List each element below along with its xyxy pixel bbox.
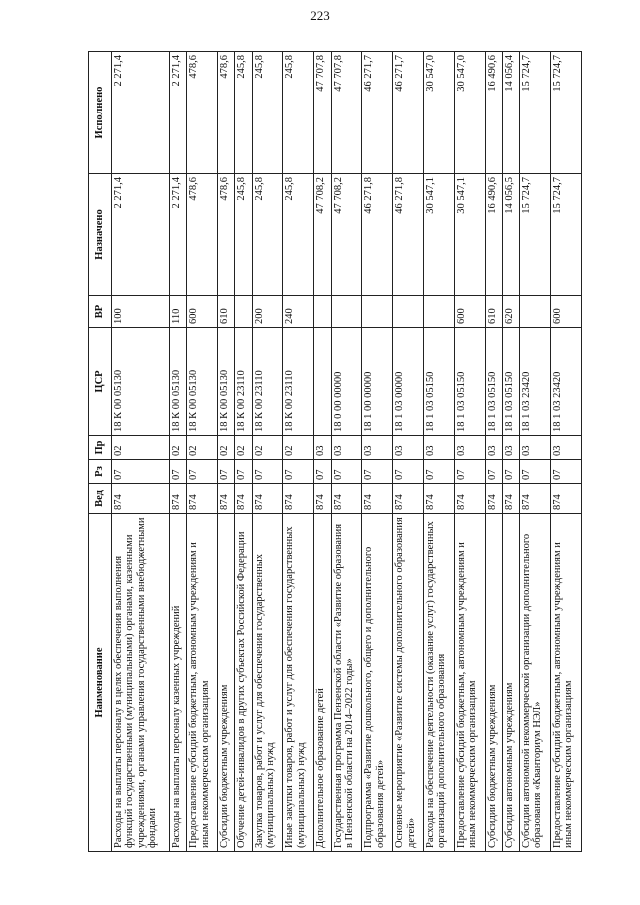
- cell-name: Расходы на обеспечение деятельности (оказание услуг) государственных организаций дополнительного образования: [424, 514, 455, 852]
- cell-ved: 874: [454, 484, 485, 514]
- cell-ved: 874: [551, 484, 582, 514]
- cell-csr: 18 1 03 05150: [424, 328, 455, 436]
- cell-csr: 18 К 00 05130: [112, 328, 170, 436]
- cell-name: Расходы на выплаты персоналу казенных учреждений: [170, 514, 187, 852]
- cell-vr: [393, 296, 424, 328]
- cell-name: Субсидии автономной некоммерческой организации дополнительного образования «Кванториум НЭЛ»: [520, 514, 551, 852]
- cell-naznacheno: 245,8: [283, 174, 314, 296]
- cell-pr: 02: [170, 436, 187, 460]
- cell-rz: 07: [485, 460, 502, 484]
- cell-name: Основное мероприятие «Развитие системы дополнительного образования детей»: [393, 514, 424, 852]
- cell-name: Предоставление субсидий бюджетным, автономным учреждениям и иным некоммерческим организациям: [187, 514, 218, 852]
- cell-pr: 02: [112, 436, 170, 460]
- cell-naznacheno: 47 708,2: [314, 174, 331, 296]
- header-csr: ЦСР: [89, 328, 112, 436]
- rotated-table-container: [88, 52, 582, 852]
- header-name: Наименование: [89, 514, 112, 852]
- cell-vr: [362, 296, 393, 328]
- cell-pr: 02: [187, 436, 218, 460]
- cell-vr: 600: [454, 296, 485, 328]
- cell-vr: 600: [551, 296, 582, 328]
- table-row: [362, 52, 393, 852]
- table-row: [252, 52, 283, 852]
- cell-ved: 874: [283, 484, 314, 514]
- cell-name: Обучение детей-инвалидов в других субъектах Российской Федерации: [235, 514, 252, 852]
- cell-naznacheno: 14 056,5: [502, 174, 519, 296]
- cell-ved: 874: [520, 484, 551, 514]
- cell-pr: 03: [314, 436, 331, 460]
- cell-naznacheno: 30 547,1: [424, 174, 455, 296]
- cell-naznacheno: 2 271,4: [112, 174, 170, 296]
- cell-ispolneno: 245,8: [235, 52, 252, 174]
- cell-rz: 07: [502, 460, 519, 484]
- cell-ved: 874: [112, 484, 170, 514]
- table-row: [485, 52, 502, 852]
- cell-naznacheno: 245,8: [235, 174, 252, 296]
- cell-name: Иные закупки товаров, работ и услуг для обеспечения государственных (муниципальных) нужд: [283, 514, 314, 852]
- cell-name: Расходы на выплаты персоналу в целях обеспечения выполнения функций государственными (муниципальными) органами, казенными учреждениями, органами управления государственными внебюджетными фондами: [112, 514, 170, 852]
- cell-vr: 100: [112, 296, 170, 328]
- cell-naznacheno: 15 724,7: [551, 174, 582, 296]
- table-row: [283, 52, 314, 852]
- cell-rz: 07: [454, 460, 485, 484]
- cell-csr: 18 К 00 23110: [283, 328, 314, 436]
- cell-vr: [314, 296, 331, 328]
- cell-csr: 18 К 00 05130: [187, 328, 218, 436]
- cell-name: Закупка товаров, работ и услуг для обеспечения государственных (муниципальных) нужд: [252, 514, 283, 852]
- cell-naznacheno: 15 724,7: [520, 174, 551, 296]
- cell-pr: 03: [362, 436, 393, 460]
- cell-pr: 02: [252, 436, 283, 460]
- cell-naznacheno: 46 271,8: [393, 174, 424, 296]
- header-ved: Вед: [89, 484, 112, 514]
- cell-csr: 18 К 00 05130: [218, 328, 235, 436]
- cell-vr: 610: [218, 296, 235, 328]
- cell-csr: 18 К 00 05130: [170, 328, 187, 436]
- cell-ved: 874: [187, 484, 218, 514]
- table-row: [393, 52, 424, 852]
- budget-table: [88, 51, 582, 852]
- cell-csr: 18 0 00 00000: [331, 328, 362, 436]
- cell-rz: 07: [235, 460, 252, 484]
- cell-ispolneno: 30 547,0: [424, 52, 455, 174]
- table-body: [112, 52, 582, 852]
- table-row: [520, 52, 551, 852]
- cell-pr: 02: [235, 436, 252, 460]
- header-ispolneno: Исполнено: [89, 52, 112, 174]
- cell-naznacheno: 478,6: [187, 174, 218, 296]
- rotated-page-content: [88, 52, 582, 852]
- cell-rz: 07: [520, 460, 551, 484]
- page-number: 223: [310, 8, 330, 23]
- cell-ispolneno: 46 271,7: [362, 52, 393, 174]
- cell-ispolneno: 2 271,4: [170, 52, 187, 174]
- header-row: [89, 52, 112, 852]
- table-row: [551, 52, 582, 852]
- cell-ved: 874: [502, 484, 519, 514]
- cell-csr: 18 1 03 05150: [502, 328, 519, 436]
- cell-name: Дополнительное образование детей: [314, 514, 331, 852]
- cell-ved: 874: [252, 484, 283, 514]
- cell-rz: 07: [170, 460, 187, 484]
- cell-naznacheno: 478,6: [218, 174, 235, 296]
- cell-name: Подпрограмма «Развитие дошкольного, общего и дополнительного образования детей»: [362, 514, 393, 852]
- cell-rz: 07: [393, 460, 424, 484]
- cell-ispolneno: 14 056,4: [502, 52, 519, 174]
- cell-naznacheno: 245,8: [252, 174, 283, 296]
- cell-csr: 18 1 03 23420: [520, 328, 551, 436]
- cell-csr: 18 1 03 05150: [454, 328, 485, 436]
- cell-ispolneno: 16 490,6: [485, 52, 502, 174]
- header-vr: ВР: [89, 296, 112, 328]
- cell-rz: 07: [252, 460, 283, 484]
- table-row: [218, 52, 235, 852]
- cell-rz: 07: [362, 460, 393, 484]
- cell-ved: 874: [235, 484, 252, 514]
- cell-pr: 02: [283, 436, 314, 460]
- cell-vr: 110: [170, 296, 187, 328]
- cell-name: Предоставление субсидий бюджетным, автономным учреждениям и иным некоммерческим организациям: [454, 514, 485, 852]
- table-row: [454, 52, 485, 852]
- cell-csr: 18 1 03 05150: [485, 328, 502, 436]
- header-pr: Пр: [89, 436, 112, 460]
- cell-csr: [314, 328, 331, 436]
- cell-pr: 03: [551, 436, 582, 460]
- cell-ved: 874: [218, 484, 235, 514]
- cell-vr: 620: [502, 296, 519, 328]
- cell-ved: 874: [362, 484, 393, 514]
- cell-rz: 07: [331, 460, 362, 484]
- table-row: [235, 52, 252, 852]
- table-row: [314, 52, 331, 852]
- table-row: [170, 52, 187, 852]
- cell-csr: 18 1 03 00000: [393, 328, 424, 436]
- table-row: [424, 52, 455, 852]
- cell-rz: 07: [283, 460, 314, 484]
- cell-csr: 18 К 00 23110: [235, 328, 252, 436]
- cell-vr: 600: [187, 296, 218, 328]
- cell-naznacheno: 30 547,1: [454, 174, 485, 296]
- cell-ispolneno: 15 724,7: [551, 52, 582, 174]
- cell-pr: 02: [218, 436, 235, 460]
- cell-vr: [331, 296, 362, 328]
- cell-vr: [520, 296, 551, 328]
- table-row: [502, 52, 519, 852]
- cell-ispolneno: 30 547,0: [454, 52, 485, 174]
- cell-rz: 07: [424, 460, 455, 484]
- cell-ispolneno: 15 724,7: [520, 52, 551, 174]
- cell-vr: [424, 296, 455, 328]
- cell-pr: 03: [331, 436, 362, 460]
- table-row: [331, 52, 362, 852]
- cell-vr: [235, 296, 252, 328]
- cell-rz: 07: [112, 460, 170, 484]
- cell-ispolneno: 478,6: [187, 52, 218, 174]
- cell-ved: 874: [393, 484, 424, 514]
- table-header: [89, 52, 112, 852]
- cell-rz: 07: [218, 460, 235, 484]
- cell-ved: 874: [170, 484, 187, 514]
- cell-naznacheno: 2 271,4: [170, 174, 187, 296]
- cell-vr: 240: [283, 296, 314, 328]
- cell-vr: 200: [252, 296, 283, 328]
- header-rz: Рз: [89, 460, 112, 484]
- cell-naznacheno: 16 490,6: [485, 174, 502, 296]
- cell-ispolneno: 245,8: [283, 52, 314, 174]
- cell-name: Государственная программа Пензенской области «Развитие образования в Пензенской области на 2014–2022 годы»: [331, 514, 362, 852]
- cell-rz: 07: [551, 460, 582, 484]
- cell-ispolneno: 478,6: [218, 52, 235, 174]
- cell-name: Субсидии автономным учреждениям: [502, 514, 519, 852]
- cell-csr: 18 1 03 23420: [551, 328, 582, 436]
- cell-ved: 874: [424, 484, 455, 514]
- cell-ispolneno: 47 707,8: [331, 52, 362, 174]
- cell-pr: 03: [424, 436, 455, 460]
- cell-csr: 18 К 00 23110: [252, 328, 283, 436]
- cell-rz: 07: [187, 460, 218, 484]
- table-row: [112, 52, 170, 852]
- cell-pr: 03: [502, 436, 519, 460]
- header-naznacheno: Назначено: [89, 174, 112, 296]
- cell-ved: 874: [485, 484, 502, 514]
- cell-ispolneno: 2 271,4: [112, 52, 170, 174]
- cell-name: Предоставление субсидий бюджетным, автономным учреждениям и иным некоммерческим организациям: [551, 514, 582, 852]
- cell-pr: 03: [485, 436, 502, 460]
- cell-ispolneno: 245,8: [252, 52, 283, 174]
- cell-rz: 07: [314, 460, 331, 484]
- cell-name: Субсидии бюджетным учреждениям: [485, 514, 502, 852]
- cell-naznacheno: 46 271,8: [362, 174, 393, 296]
- cell-pr: 03: [520, 436, 551, 460]
- cell-pr: 03: [393, 436, 424, 460]
- cell-csr: 18 1 00 00000: [362, 328, 393, 436]
- cell-vr: 610: [485, 296, 502, 328]
- cell-ispolneno: 46 271,7: [393, 52, 424, 174]
- cell-ispolneno: 47 707,8: [314, 52, 331, 174]
- cell-ved: 874: [314, 484, 331, 514]
- table-row: [187, 52, 218, 852]
- cell-naznacheno: 47 708,2: [331, 174, 362, 296]
- cell-name: Субсидии бюджетным учреждениям: [218, 514, 235, 852]
- cell-ved: 874: [331, 484, 362, 514]
- cell-pr: 03: [454, 436, 485, 460]
